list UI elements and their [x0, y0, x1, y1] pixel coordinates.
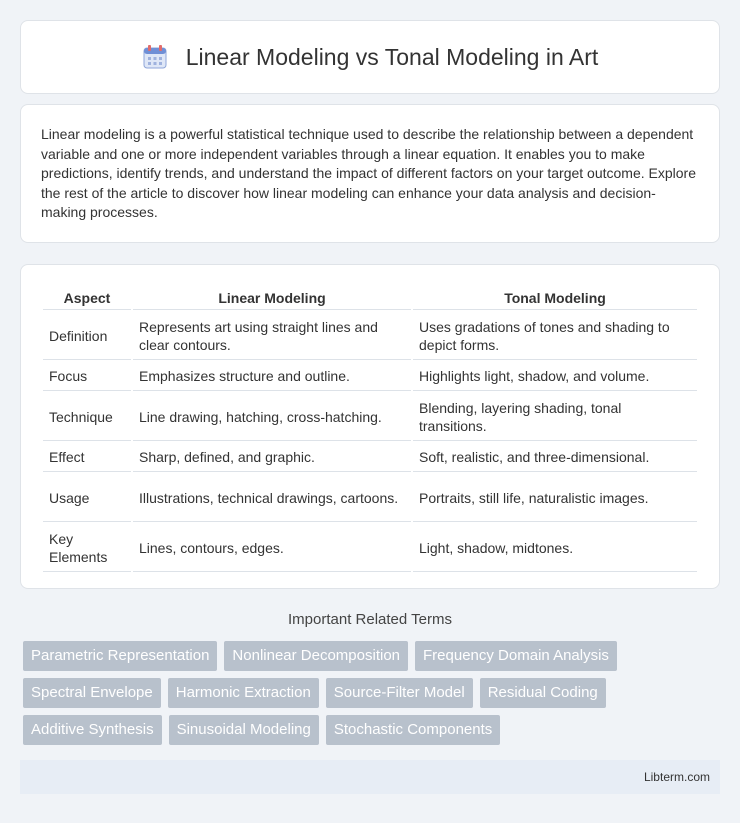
table-cell: Light, shadow, midtones. — [413, 524, 697, 572]
footer-brand-link[interactable]: Libterm.com — [643, 770, 710, 784]
table-cell: Portraits, still life, naturalistic images. — [413, 474, 697, 522]
table-row — [43, 443, 697, 472]
page-header — [20, 20, 720, 94]
table-cell: Uses gradations of tones and shading to depict forms. — [413, 312, 697, 360]
table-cell: Key Elements — [43, 524, 131, 572]
related-term-tag[interactable]: Additive Synthesis — [23, 715, 162, 745]
intro-card — [20, 104, 720, 243]
table-row — [43, 362, 697, 391]
related-term-tag[interactable]: Frequency Domain Analysis — [415, 641, 617, 671]
column-header: Tonal Modeling — [413, 287, 697, 310]
related-term-tag[interactable]: Stochastic Components — [326, 715, 500, 745]
table-cell: Soft, realistic, and three-dimensional. — [413, 443, 697, 472]
related-term-tag[interactable]: Source-Filter Model — [326, 678, 473, 708]
related-term-tag[interactable]: Nonlinear Decomposition — [224, 641, 408, 671]
related-terms-title: Important Related Terms — [288, 611, 452, 628]
column-header: Aspect — [43, 287, 131, 310]
comparison-card — [20, 264, 720, 589]
table-cell: Blending, layering shading, tonal transitions. — [413, 393, 697, 441]
related-term-tag[interactable]: Sinusoidal Modeling — [169, 715, 319, 745]
table-row — [43, 312, 697, 360]
column-header: Linear Modeling — [133, 287, 411, 310]
intro-text: Linear modeling is a powerful statistical technique used to describe the relationship between a dependent variable and one or more independent variables through a linear equation. It enables you to make predictions, identify trends, and understand the impact of different factors on your target outcome. Explore the rest of the article to discover how linear modeling can enhance your data analysis and decision-making processes. — [41, 126, 696, 220]
table-row — [43, 393, 697, 441]
related-term-tag[interactable]: Spectral Envelope — [23, 678, 161, 708]
table-cell: Represents art using straight lines and clear contours. — [133, 312, 411, 360]
table-cell: Line drawing, hatching, cross-hatching. — [133, 393, 411, 441]
table-cell: Usage — [43, 474, 131, 522]
footer — [20, 760, 720, 794]
page-title: Linear Modeling vs Tonal Modeling in Art — [185, 43, 599, 70]
table-cell: Emphasizes structure and outline. — [133, 362, 411, 391]
table-cell: Lines, contours, edges. — [133, 524, 411, 572]
table-cell: Technique — [43, 393, 131, 441]
table-cell: Definition — [43, 312, 131, 360]
table-cell: Sharp, defined, and graphic. — [133, 443, 411, 472]
related-term-tag[interactable]: Parametric Representation — [23, 641, 217, 671]
table-cell: Illustrations, technical drawings, cartoons. — [133, 474, 411, 522]
table-row — [43, 474, 697, 522]
related-term-tag[interactable]: Residual Coding — [480, 678, 606, 708]
table-cell: Effect — [43, 443, 131, 472]
table-cell: Highlights light, shadow, and volume. — [413, 362, 697, 391]
table-cell: Focus — [43, 362, 131, 391]
table-row — [43, 524, 697, 572]
related-terms-list — [23, 641, 720, 745]
calendar-icon — [142, 44, 168, 70]
comparison-table — [41, 285, 699, 574]
related-term-tag[interactable]: Harmonic Extraction — [168, 678, 319, 708]
table-header-row — [43, 287, 697, 310]
